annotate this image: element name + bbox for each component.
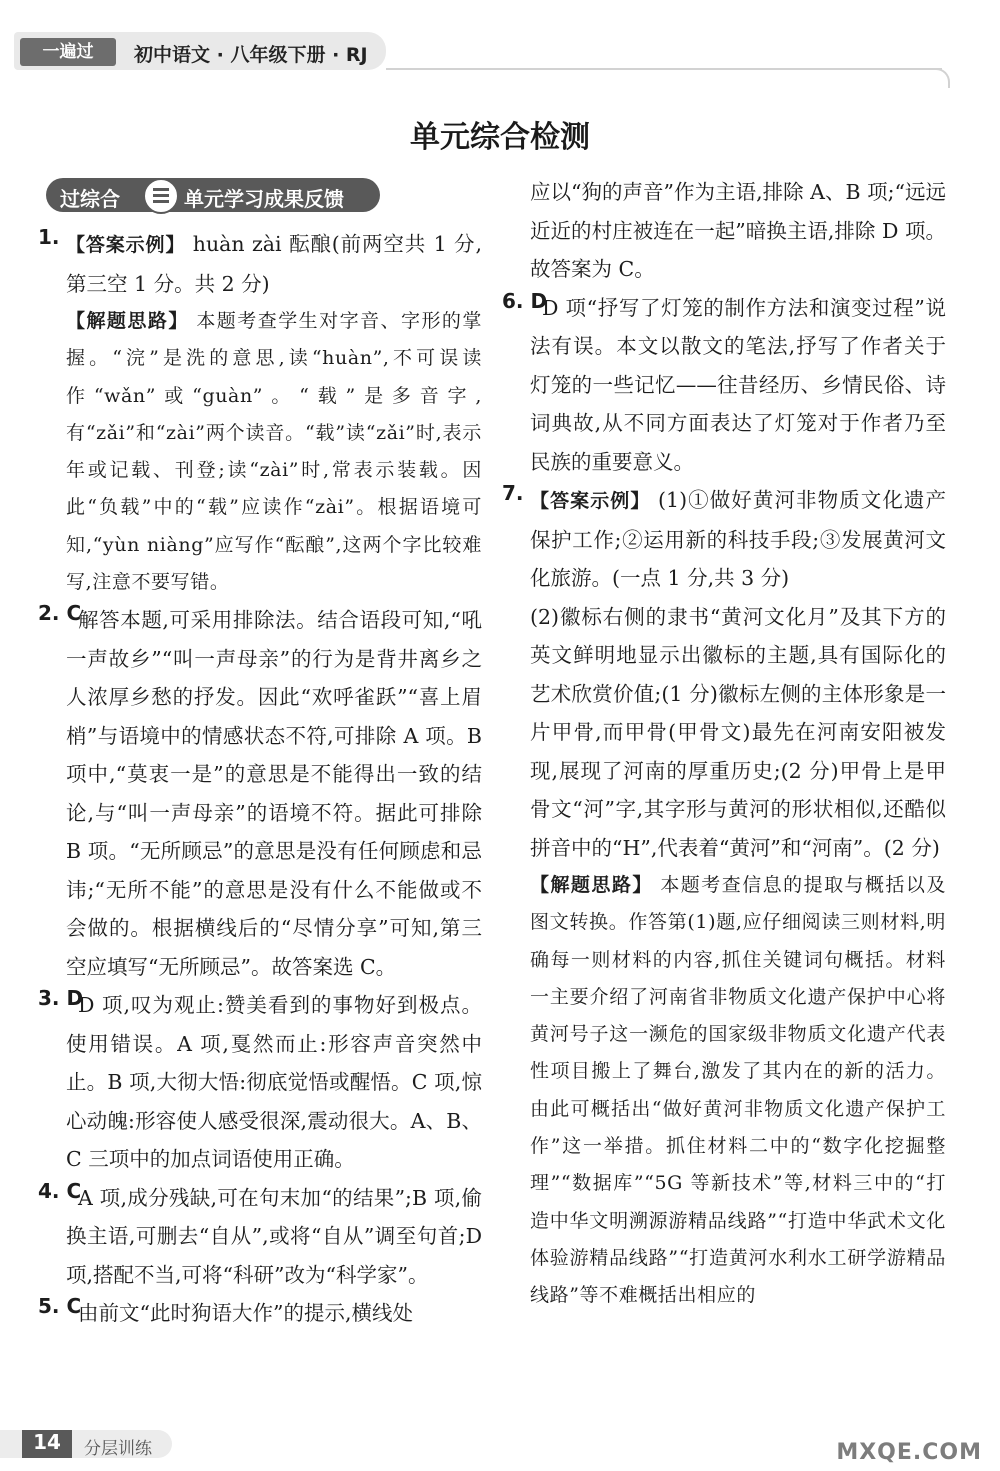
- question-number: 2. C: [38, 601, 82, 626]
- question-number: 1.: [38, 225, 60, 249]
- banner-left-label: 过综合: [60, 187, 120, 211]
- question-number: 5. C: [38, 1294, 82, 1319]
- question-number: 4. C: [38, 1178, 82, 1203]
- watermark: MXQE.COM: [836, 1440, 982, 1465]
- answer-text: D 项“抒写了灯笼的制作方法和演变过程”说法有误。本文以散文的笔法,抒写了作者关于灯笼的一些记忆——往昔经历、乡情民俗、诗词典故,从不同方面表达了灯笼对于作者乃至民族的重要意义。: [530, 295, 946, 474]
- analysis-text: 本题考查学生对字音、字形的掌握。“浣”是洗的意思,读“huàn”,不可误读作“wǎn”或“guàn”。“载”是多音字,有“zǎi”和“zài”两个读音。“载”读“zǎi”时,表示年或记载、刊登;读“zài”时,常表示装载。因此“负载”中的“载”应读作“zài”。根据语境可知,“yùn niàng”应写作“酝酿”,这两个字比较难写,注意不要写错。: [66, 310, 483, 594]
- question-5-continued: 应以“狗的声音”作为主语,排除 A、B 项;“远远近近的村庄被连在一起”暗换主语,排除 D 项。故答案为 C。: [530, 180, 946, 281]
- question-number: 3. D: [38, 986, 84, 1011]
- answer-tag: 【答案示例】: [66, 234, 186, 256]
- question-number: 7.: [502, 481, 524, 505]
- answer-tag: 【答案示例】: [530, 490, 651, 512]
- header-logo: 一遍过: [20, 38, 116, 66]
- question-3: [38, 986, 482, 1179]
- header-divider: [386, 68, 942, 70]
- answer-text: 由前文“此时狗语大作”的提示,横线处: [78, 1301, 413, 1326]
- right-column: [502, 173, 946, 1315]
- question-2: [38, 601, 482, 986]
- checklist-icon: [143, 178, 179, 214]
- answer-text: A 项,成分残缺,可在句末加“的结果”;B 项,偷换主语,可删去“自从”,或将“自从”调至句首;D 项,搭配不当,可将“科研”改为“科学家”。: [66, 1185, 482, 1287]
- analysis-tag: 【解题思路】: [530, 874, 653, 896]
- question-4: [38, 1179, 482, 1295]
- question-1: [38, 225, 482, 601]
- book-title: 初中语文 · 八年级下册 · RJ: [134, 44, 368, 66]
- header-divider-curve: [918, 68, 950, 88]
- footer-label: 分层训练: [84, 1439, 152, 1459]
- analysis-block: [530, 867, 946, 1315]
- answer-text-part1: (1)①做好黄河非物质文化遗产保护工作;②运用新的科技手段;③发展黄河文化旅游。(一点 1 分,共 3 分): [530, 488, 946, 590]
- answer-text-part2: (2)徽标右侧的隶书“黄河文化月”及其下方的英文鲜明地显示出徽标的主题,具有国际化的艺术欣赏价值;(1 分)徽标左侧的主体形象是一片甲骨,而甲骨(甲骨文)最先在河南安阳被发现,展现了河南的厚重历史;(2 分)甲骨上是甲骨文“河”字,其字形与黄河的形状相似,还酷似拼音中的“H”,代表着“黄河”和“河南”。(2 分): [530, 604, 946, 860]
- question-6: [502, 289, 946, 482]
- answer-text: huàn zài 酝酿(前两空共 1 分,第三空 1 分。共 2 分): [66, 232, 482, 296]
- question-5: [38, 1294, 482, 1333]
- left-column: [38, 225, 482, 1333]
- answer-text: 解答本题,可采用排除法。结合语段可知,“吼一声故乡”“叫一声母亲”的行为是背井离乡之人浓厚乡愁的抒发。因此“欢呼雀跃”“喜上眉梢”与语境中的情感状态不符,可排除 A 项。B 项中,“莫衷一是”的意思是不能得出一致的结论,与“叫一声母亲”的语境不符。据此可排除 B 项。“无所顾忌”的意思是没有任何顾虑和忌讳;“无所不能”的意思是没有什么不能做或不会做的。根据横线后的“尽情分享”可知,第三空应填写“无所顾忌”。故答案选 C。: [66, 608, 482, 979]
- analysis-tag: 【解题思路】: [66, 310, 189, 332]
- question-7: [502, 481, 946, 1315]
- question-number: 6. D: [502, 288, 548, 313]
- answer-text: D 项,叹为观止:赞美看到的事物好到极点。使用错误。A 项,戛然而止:形容声音突然中止。B 项,大彻大悟:彻底觉悟或醒悟。C 项,惊心动魄:形容使人感受很深,震动很大。A、B、C 三项中的加点词语使用正确。: [66, 993, 482, 1172]
- analysis-text: 本题考查信息的提取与概括以及图文转换。作答第(1)题,应仔细阅读三则材料,明确每一则材料的内容,抓住关键词句概括。材料一主要介绍了河南省非物质文化遗产保护中心将黄河号子这一濒危的国家级非物质文化遗产代表性项目搬上了舞台,激发了其内在的新的活力。由此可概括出“做好黄河非物质文化遗产保护工作”这一举措。抓住材料二中的“数字化挖掘整理”“数据库”“5G 等新技术”等,材料三中的“打造中华文明溯源游精品线路”“打造中华武术文化体验游精品线路”“打造黄河水利水工研学游精品线路”等不难概括出相应的: [530, 874, 947, 1307]
- page-number: 14: [22, 1430, 72, 1458]
- analysis-block: [66, 303, 482, 601]
- banner-right-label: 单元学习成果反馈: [184, 187, 344, 211]
- page-title: 单元综合检测: [410, 120, 590, 155]
